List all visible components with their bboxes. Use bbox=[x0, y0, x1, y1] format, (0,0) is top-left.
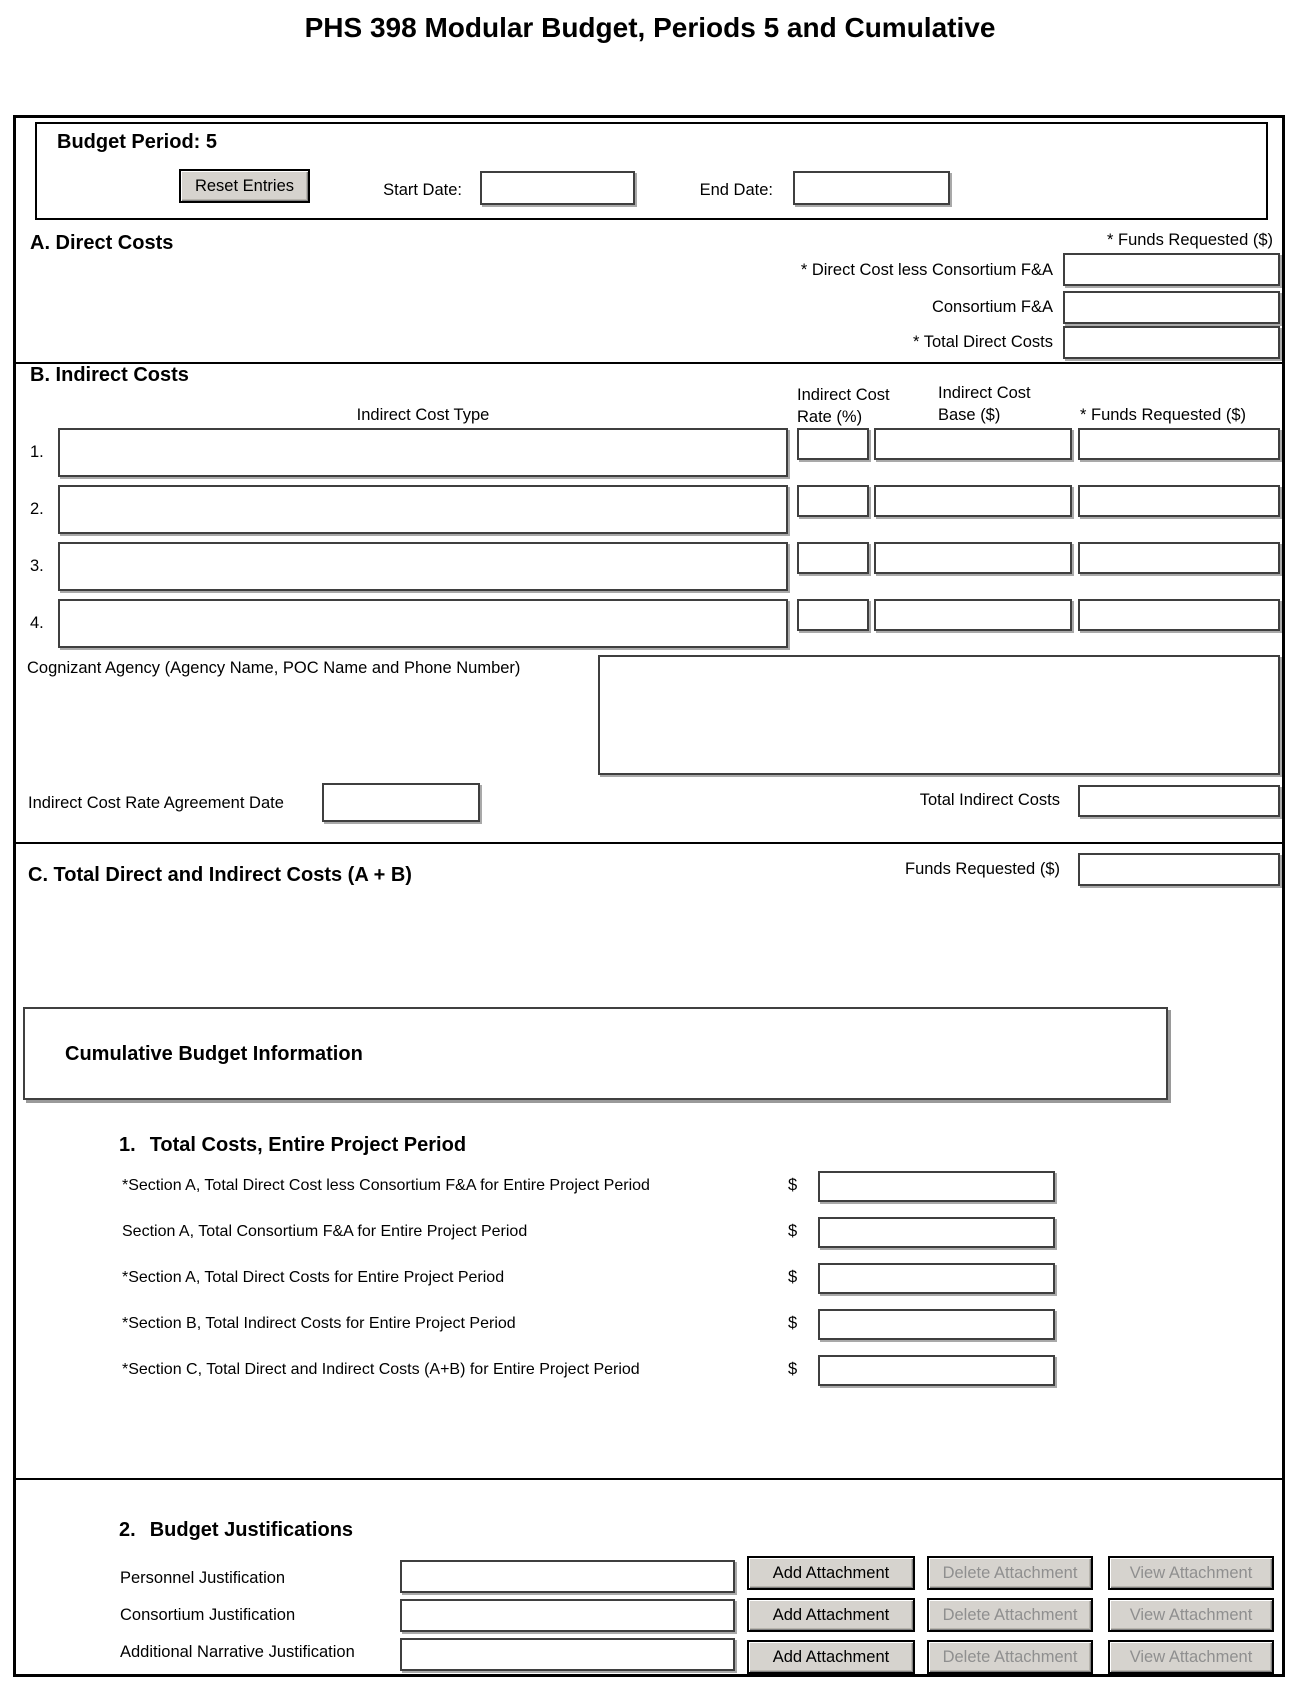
indirect-cost-rate-input[interactable] bbox=[797, 485, 869, 517]
view-attachment-button[interactable]: View Attachment bbox=[1108, 1640, 1274, 1674]
section-c-funds-requested-label: Funds Requested ($) bbox=[904, 860, 1060, 878]
row-number: 4. bbox=[30, 614, 44, 632]
indirect-cost-type-input[interactable] bbox=[58, 428, 788, 477]
add-attachment-button[interactable]: Add Attachment bbox=[747, 1598, 915, 1632]
funds-requested-header: * Funds Requested ($) bbox=[1106, 231, 1273, 249]
section-c-heading: C. Total Direct and Indirect Costs (A + B) bbox=[28, 864, 412, 886]
section-divider bbox=[16, 362, 1282, 364]
personnel-justification-label: Personnel Justification bbox=[120, 1569, 286, 1587]
indirect-funds-requested-input[interactable] bbox=[1078, 428, 1280, 460]
budget-justifications-heading-text: Budget Justifications bbox=[149, 1519, 354, 1541]
rate-agreement-date-input[interactable] bbox=[322, 783, 480, 822]
end-date-input[interactable] bbox=[793, 171, 950, 205]
indirect-cost-rate-header-line2: Rate (%) bbox=[797, 408, 863, 426]
cognizant-agency-label: Cognizant Agency (Agency Name, POC Name and Phone Number) bbox=[27, 659, 521, 677]
indirect-funds-requested-input[interactable] bbox=[1078, 485, 1280, 517]
cumulative-total-label: *Section B, Total Indirect Costs for Entire Project Period bbox=[122, 1315, 516, 1332]
row-number: 2. bbox=[30, 500, 44, 518]
justification-filename-input[interactable] bbox=[400, 1638, 735, 1671]
delete-attachment-button[interactable]: Delete Attachment bbox=[927, 1598, 1093, 1632]
direct-cost-less-consortium-input[interactable] bbox=[1063, 253, 1280, 286]
currency-symbol: $ bbox=[788, 1176, 798, 1194]
justification-filename-input[interactable] bbox=[400, 1599, 735, 1632]
indirect-cost-type-input[interactable] bbox=[58, 599, 788, 648]
cumulative-total-input[interactable] bbox=[818, 1263, 1055, 1294]
indirect-cost-rate-input[interactable] bbox=[797, 542, 869, 574]
currency-symbol: $ bbox=[788, 1222, 798, 1240]
indirect-cost-type-input[interactable] bbox=[58, 485, 788, 534]
section-divider bbox=[16, 842, 1282, 844]
indirect-funds-requested-header: * Funds Requested ($) bbox=[1080, 406, 1247, 424]
budget-period-heading: Budget Period: 5 bbox=[57, 131, 218, 153]
cumulative-total-label: *Section A, Total Direct Cost less Consortium F&A for Entire Project Period bbox=[122, 1177, 650, 1194]
currency-symbol: $ bbox=[788, 1314, 798, 1332]
cumulative-total-input[interactable] bbox=[818, 1217, 1055, 1248]
cumulative-total-input[interactable] bbox=[818, 1309, 1055, 1340]
add-attachment-button[interactable]: Add Attachment bbox=[747, 1556, 915, 1590]
section-divider bbox=[16, 1478, 1282, 1480]
cumulative-total-input[interactable] bbox=[818, 1355, 1055, 1386]
total-direct-costs-input[interactable] bbox=[1063, 326, 1280, 359]
cumulative-total-label: *Section A, Total Direct Costs for Entire Project Period bbox=[122, 1269, 505, 1286]
total-indirect-costs-label: Total Indirect Costs bbox=[919, 791, 1060, 809]
direct-cost-less-consortium-label: * Direct Cost less Consortium F&A bbox=[800, 261, 1053, 279]
start-date-label: Start Date: bbox=[383, 181, 462, 199]
cumulative-total-input[interactable] bbox=[818, 1171, 1055, 1202]
indirect-cost-base-input[interactable] bbox=[874, 599, 1072, 631]
indirect-cost-type-input[interactable] bbox=[58, 542, 788, 591]
currency-symbol: $ bbox=[788, 1268, 798, 1286]
indirect-cost-base-input[interactable] bbox=[874, 542, 1072, 574]
view-attachment-button[interactable]: View Attachment bbox=[1108, 1598, 1274, 1632]
section-c-funds-requested-input[interactable] bbox=[1078, 853, 1280, 886]
currency-symbol: $ bbox=[788, 1360, 798, 1378]
start-date-input[interactable] bbox=[480, 171, 635, 205]
section-a-heading: A. Direct Costs bbox=[30, 232, 174, 254]
indirect-cost-base-header-line2: Base ($) bbox=[938, 406, 1001, 424]
indirect-cost-base-header-line1: Indirect Cost bbox=[938, 384, 1031, 402]
consortium-fa-label: Consortium F&A bbox=[931, 298, 1053, 316]
indirect-cost-type-header: Indirect Cost Type bbox=[356, 406, 490, 424]
cumulative-budget-heading: Cumulative Budget Information bbox=[65, 1043, 363, 1065]
total-direct-costs-label: * Total Direct Costs bbox=[913, 333, 1053, 351]
indirect-cost-rate-input[interactable] bbox=[797, 599, 869, 631]
section-b-heading: B. Indirect Costs bbox=[30, 364, 189, 386]
indirect-cost-base-input[interactable] bbox=[874, 428, 1072, 460]
cognizant-agency-textarea[interactable] bbox=[598, 655, 1280, 775]
page-title: PHS 398 Modular Budget, Periods 5 and Cumulative bbox=[304, 12, 996, 43]
cumulative-total-label: *Section C, Total Direct and Indirect Costs (A+B) for Entire Project Period bbox=[122, 1361, 640, 1378]
indirect-funds-requested-input[interactable] bbox=[1078, 542, 1280, 574]
row-number: 1. bbox=[30, 443, 44, 461]
budget-justifications-heading-number: 2. bbox=[119, 1519, 136, 1541]
total-costs-heading bbox=[119, 1134, 466, 1156]
budget-justifications-heading bbox=[119, 1519, 353, 1541]
indirect-funds-requested-input[interactable] bbox=[1078, 599, 1280, 631]
total-costs-heading-number: 1. bbox=[119, 1134, 136, 1156]
view-attachment-button[interactable]: View Attachment bbox=[1108, 1556, 1274, 1590]
delete-attachment-button[interactable]: Delete Attachment bbox=[927, 1640, 1093, 1674]
end-date-label: End Date: bbox=[699, 181, 773, 199]
reset-entries-button[interactable]: Reset Entries bbox=[179, 169, 310, 203]
consortium-fa-input[interactable] bbox=[1063, 291, 1280, 324]
consortium-justification-label: Consortium Justification bbox=[120, 1606, 296, 1624]
delete-attachment-button[interactable]: Delete Attachment bbox=[927, 1556, 1093, 1590]
add-attachment-button[interactable]: Add Attachment bbox=[747, 1640, 915, 1674]
indirect-cost-rate-input[interactable] bbox=[797, 428, 869, 460]
row-number: 3. bbox=[30, 557, 44, 575]
justification-filename-input[interactable] bbox=[400, 1560, 735, 1593]
total-indirect-costs-input[interactable] bbox=[1078, 785, 1280, 817]
additional-narrative-justification-label: Additional Narrative Justification bbox=[120, 1643, 355, 1661]
total-costs-heading-text: Total Costs, Entire Project Period bbox=[149, 1134, 467, 1156]
indirect-cost-rate-header-line1: Indirect Cost bbox=[797, 386, 890, 404]
cumulative-total-label: Section A, Total Consortium F&A for Entire Project Period bbox=[122, 1223, 528, 1240]
indirect-cost-base-input[interactable] bbox=[874, 485, 1072, 517]
rate-agreement-date-label: Indirect Cost Rate Agreement Date bbox=[28, 794, 284, 812]
